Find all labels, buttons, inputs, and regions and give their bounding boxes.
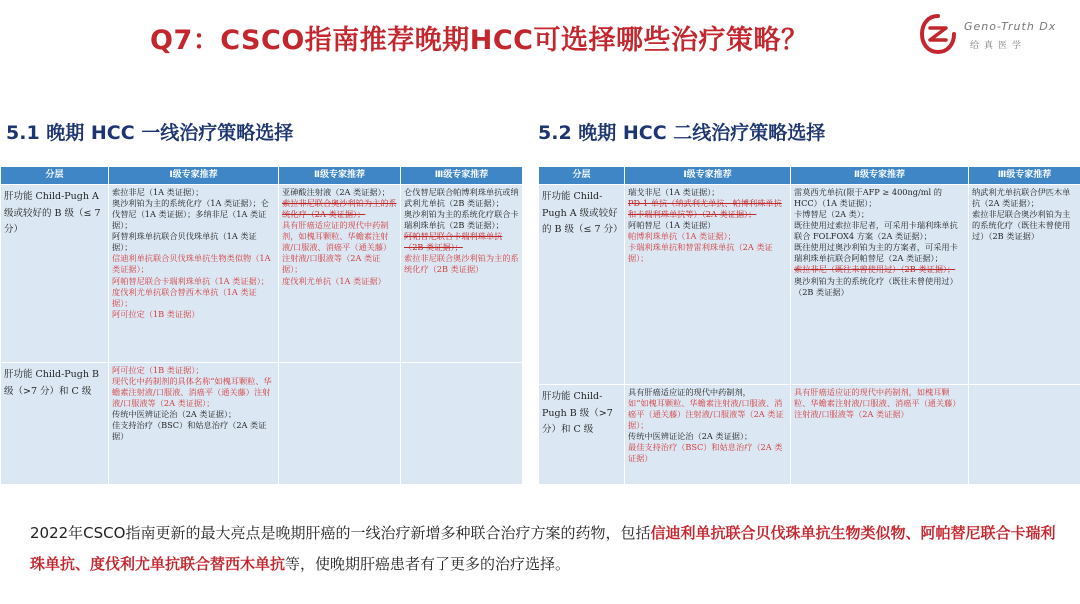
cell-line: 索拉非尼联合奥沙利铂为主的系统化疗（2B 类证据） bbox=[404, 253, 519, 275]
header-level-2: Ⅱ级专家推荐 bbox=[279, 167, 401, 185]
cell-line: 如“如槐耳颗粒、华蟾素注射液/口服液、消癌平（通关藤）注射液/口服液等（2A 类证据）； bbox=[628, 398, 784, 431]
image-fade-divider bbox=[0, 484, 1080, 504]
cell-line: 既往使用过奥沙利铂为主的方案者，可采用卡瑞利珠单抗联合阿帕替尼（2A 类证据）； bbox=[794, 242, 958, 264]
tier-cell: 肝功能 Child-Pugh B 级（>7 分）和 C 级 bbox=[539, 385, 625, 485]
cell-line: 雷莫西尤单抗(限于AFP ≥ 400ng/ml 的 HCC）（1A 类证据）； bbox=[794, 187, 942, 209]
level-3-cell bbox=[969, 385, 1080, 485]
table-row bbox=[1, 185, 523, 363]
cell-line: 阿替利珠单抗联合贝伐珠单抗（1A 类证据）； bbox=[112, 231, 257, 253]
cell-line: 阿帕替尼（1A 类证据） bbox=[628, 220, 716, 231]
cell-line: 信迪利单抗联合贝伐珠单抗生物类似物（1A 类证据）； bbox=[112, 253, 271, 275]
cell-line: 具有肝癌适应证的现代中药制剂，如槐耳颗粒、华蟾素注射液/口服液、消癌平（通关藤）注射液/口服液等（2A 类证据） bbox=[794, 387, 961, 420]
level-1-cell bbox=[109, 185, 279, 363]
summary-text: 2022年CSCO指南更新的最大亮点是晚期肝癌的一线治疗新增多种联合治疗方案的药物，包括 bbox=[30, 524, 651, 542]
table-row bbox=[539, 385, 1080, 485]
header-level-3: Ⅲ级专家推荐 bbox=[969, 167, 1080, 185]
cell-line: 亚砷酸注射液（2A 类证据）； bbox=[282, 187, 390, 197]
cell-line: 阿帕替尼联合卡瑞利珠单抗（1A 类证据）；度伐利尤单抗联合替西木单抗（1A 类证据）； bbox=[112, 275, 269, 308]
level-2-cell bbox=[279, 363, 401, 485]
logo bbox=[920, 14, 1070, 58]
cell-line: 卡瑞利珠单抗和替雷利珠单抗（2A 类证据）； bbox=[628, 242, 773, 264]
level-1-cell bbox=[109, 363, 279, 485]
header-level-1: Ⅰ级专家推荐 bbox=[625, 167, 791, 185]
first-line-section-title: 5.1 晚期 HCC 一线治疗策略选择 bbox=[6, 122, 294, 144]
tier-cell: 肝功能 Child-Pugh B 级（>7 分）和 C 级 bbox=[1, 363, 109, 485]
level-1-cell bbox=[625, 185, 791, 385]
cell-line: 索拉非尼联合奥沙利铂为主的系统化疗（2A 类证据）； bbox=[282, 198, 397, 220]
second-line-table bbox=[538, 166, 1080, 485]
logo-chinese-name: 给真医学 bbox=[970, 41, 1027, 51]
table-header-row bbox=[539, 167, 1080, 185]
cell-line: 瑞戈非尼（1A 类证据）； bbox=[628, 187, 720, 197]
level-3-cell bbox=[969, 185, 1080, 385]
summary-text-end: 等，使晚期肝癌患者有了更多的治疗选择。 bbox=[285, 555, 571, 573]
level-2-cell bbox=[791, 385, 969, 485]
cell-line: 佳支持治疗（BSC）和姑息治疗（2A 类证据） bbox=[112, 420, 267, 442]
cell-line: 索拉非尼（既往未曾使用过）（2B 类证据）； bbox=[794, 264, 956, 275]
table-header-row bbox=[1, 167, 523, 185]
cell-line: 索拉非尼联合奥沙利铂为主的系统化疗（既往未曾使用过）（2B 类证据） bbox=[972, 209, 1071, 242]
cell-line: 奥沙利铂为主的系统化疗联合卡瑞利珠单抗（2B 类证据）； bbox=[404, 209, 519, 231]
cell-line: 最佳支持治疗（BSC）和姑息治疗（2A 类证据） bbox=[628, 442, 783, 464]
cell-line: 奥沙利铂为主的系统化疗（既往未曾使用过）（2B 类证据） bbox=[794, 275, 958, 297]
level-2-cell bbox=[791, 185, 969, 385]
cell-line: 现代化中药制剂的具体名称“如槐耳颗粒、华蟾素注射液/口服液、消癌平（通关藤）注射液/口服液等（2A 类证据）； bbox=[112, 376, 272, 409]
first-line-table bbox=[0, 166, 523, 485]
logo-english-name: Geno-Truth Dx bbox=[964, 20, 1057, 33]
cell-line: 具有肝癌适应证的现代中药制剂， bbox=[628, 387, 751, 397]
tier-cell: 肝功能 Child-Pugh A 级或较好的 B 级（≤ 7 分） bbox=[539, 185, 625, 385]
cell-line: 阿帕替尼联合卡瑞利珠单抗（2B 类证据）； bbox=[404, 231, 503, 253]
level-2-cell bbox=[279, 185, 401, 363]
cell-line: 索拉非尼（1A 类证据）； bbox=[112, 187, 204, 197]
cell-line: 阿可拉定（1B 类证据）； bbox=[112, 365, 204, 375]
cell-line: 纳武利尤单抗联合伊匹木单抗（2A 类证据）； bbox=[972, 187, 1071, 209]
table-row bbox=[539, 185, 1080, 385]
page-title: Q7：CSCO指南推荐晚期HCC可选择哪些治疗策略？ bbox=[150, 25, 809, 56]
header-level-2: Ⅱ级专家推荐 bbox=[791, 167, 969, 185]
logo-icon bbox=[920, 14, 956, 54]
cell-line: 卡博替尼（2A 类）； bbox=[794, 209, 870, 220]
level-1-cell bbox=[625, 385, 791, 485]
cell-line: 传统中医辨证论治（2A 类证据）； bbox=[628, 431, 753, 442]
level-3-cell bbox=[401, 363, 523, 485]
cell-line: 传统中医辨证论治（2A 类证据）； bbox=[112, 409, 237, 420]
second-line-section-title: 5.2 晚期 HCC 二线治疗策略选择 bbox=[538, 122, 826, 144]
cell-line: 阿可拉定（1B 类证据） bbox=[112, 308, 200, 319]
header-level-3: Ⅲ级专家推荐 bbox=[401, 167, 523, 185]
summary-paragraph bbox=[30, 518, 1060, 580]
header-level-1: Ⅰ级专家推荐 bbox=[109, 167, 279, 185]
cell-line: 奥沙利铂为主的系统化疗（1A 类证据）；仑伐替尼（1A 类证据）；多纳非尼（1A 类证据）； bbox=[112, 198, 269, 231]
summary-highlight: 信迪利单抗联合贝伐珠单抗生物类似物、阿帕替尼联合卡瑞利珠单抗、度伐利尤单抗联合替西木单抗 bbox=[30, 524, 1056, 573]
cell-line: 具有肝癌适应证的现代中药制剂，如槐耳颗粒、华蟾素注射液/口服液、消癌平（通关藤）注射液/口服液等（2A 类证据）； bbox=[282, 220, 392, 275]
header-tier: 分层 bbox=[539, 167, 625, 185]
cell-line: 既往使用过索拉非尼者，可采用卡瑞利珠单抗联合 FOLFOX4 方案（2A 类证据）； bbox=[794, 220, 958, 242]
cell-line: PD-1 单抗（纳武利尤单抗、帕博利珠单抗和卡瑞利珠单抗等）（2A 类证据）； bbox=[628, 198, 782, 220]
cell-line: 度伐利尤单抗（1A 类证据） bbox=[282, 275, 386, 286]
header-tier: 分层 bbox=[1, 167, 109, 185]
cell-line: 仑伐替尼联合帕博利珠单抗或纳武利尤单抗（2B 类证据）； bbox=[404, 187, 519, 209]
level-3-cell bbox=[401, 185, 523, 363]
cell-line: 帕博利珠单抗（1A 类证据）； bbox=[628, 231, 736, 242]
tier-cell: 肝功能 Child-Pugh A 级或较好的 B 级（≤ 7 分） bbox=[1, 185, 109, 363]
table-row bbox=[1, 363, 523, 485]
